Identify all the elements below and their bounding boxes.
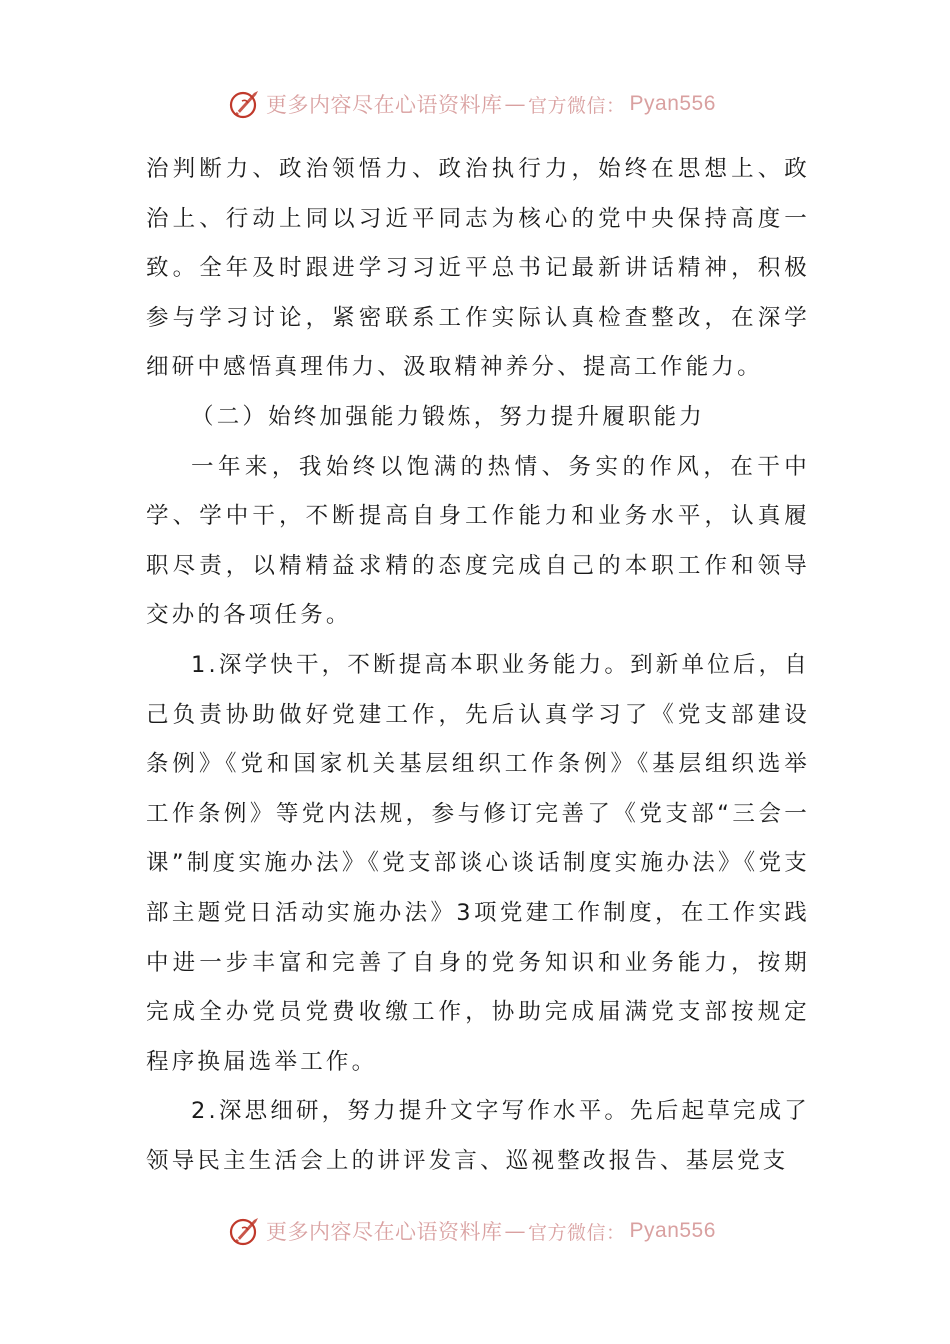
section-heading: （二）始终加强能力锻炼，努力提升履职能力 — [191, 403, 706, 430]
watermark-label: 官方微信： — [528, 1221, 626, 1244]
paragraph: 1.深学快干，不断提高本职业务能力。到新单位后，自己负责协助做好党建工作，先后认真学习了《党支部建设条例》《党和国家机关基层组织工作条例》《基层组织选举工作条例》等党内法规，参与修订完善了《党支部“三会一课”制度实施办法》《党支部谈心谈话制度实施办法》《党支部主题党日活动实施办法》3项党建工作制度，在工作实践中进一步丰富和完善了自身的党务知识和业务能力，按期完成全办党员党费收缴工作，协助完成届满党支部按规定程序换届选举工作。 — [146, 651, 810, 1075]
footer-watermark — [228, 1211, 788, 1251]
watermark-brand: 更多内容尽在心语资料库 — [266, 93, 503, 117]
watermark-separator: — — [504, 92, 526, 116]
paragraph: 2.深思细研，努力提升文字写作水平。先后起草完成了领导民主生活会上的讲评发言、巡视整改报告、基层党支 — [146, 1098, 810, 1174]
quill-pen-logo-icon — [228, 1214, 262, 1248]
watermark-brand: 更多内容尽在心语资料库 — [266, 1220, 503, 1244]
quill-pen-logo-icon — [228, 87, 262, 121]
paragraph-continuation: 治判断力、政治领悟力、政治执行力，始终在思想上、政治上、行动上同以习近平同志为核心的党中央保持高度一致。全年及时跟进学习习近平总书记最新讲话精神，积极参与学习讨论，紧密联系工作实际认真检查整改，在深学细研中感悟真理伟力、汲取精神养分、提高工作能力。 — [146, 156, 810, 381]
header-watermark — [228, 84, 788, 124]
watermark-id: Pyan556 — [629, 92, 716, 115]
paragraph: 一年来，我始终以饱满的热情、务实的作风，在干中学、学中干，不断提高自身工作能力和业务水平，认真履职尽责，以精精益求精的态度完成自己的本职工作和领导交办的各项任务。 — [146, 453, 810, 629]
watermark-label: 官方微信： — [528, 94, 626, 117]
document-body — [146, 145, 810, 1186]
watermark-id: Pyan556 — [629, 1219, 716, 1242]
watermark-separator: — — [504, 1219, 526, 1243]
